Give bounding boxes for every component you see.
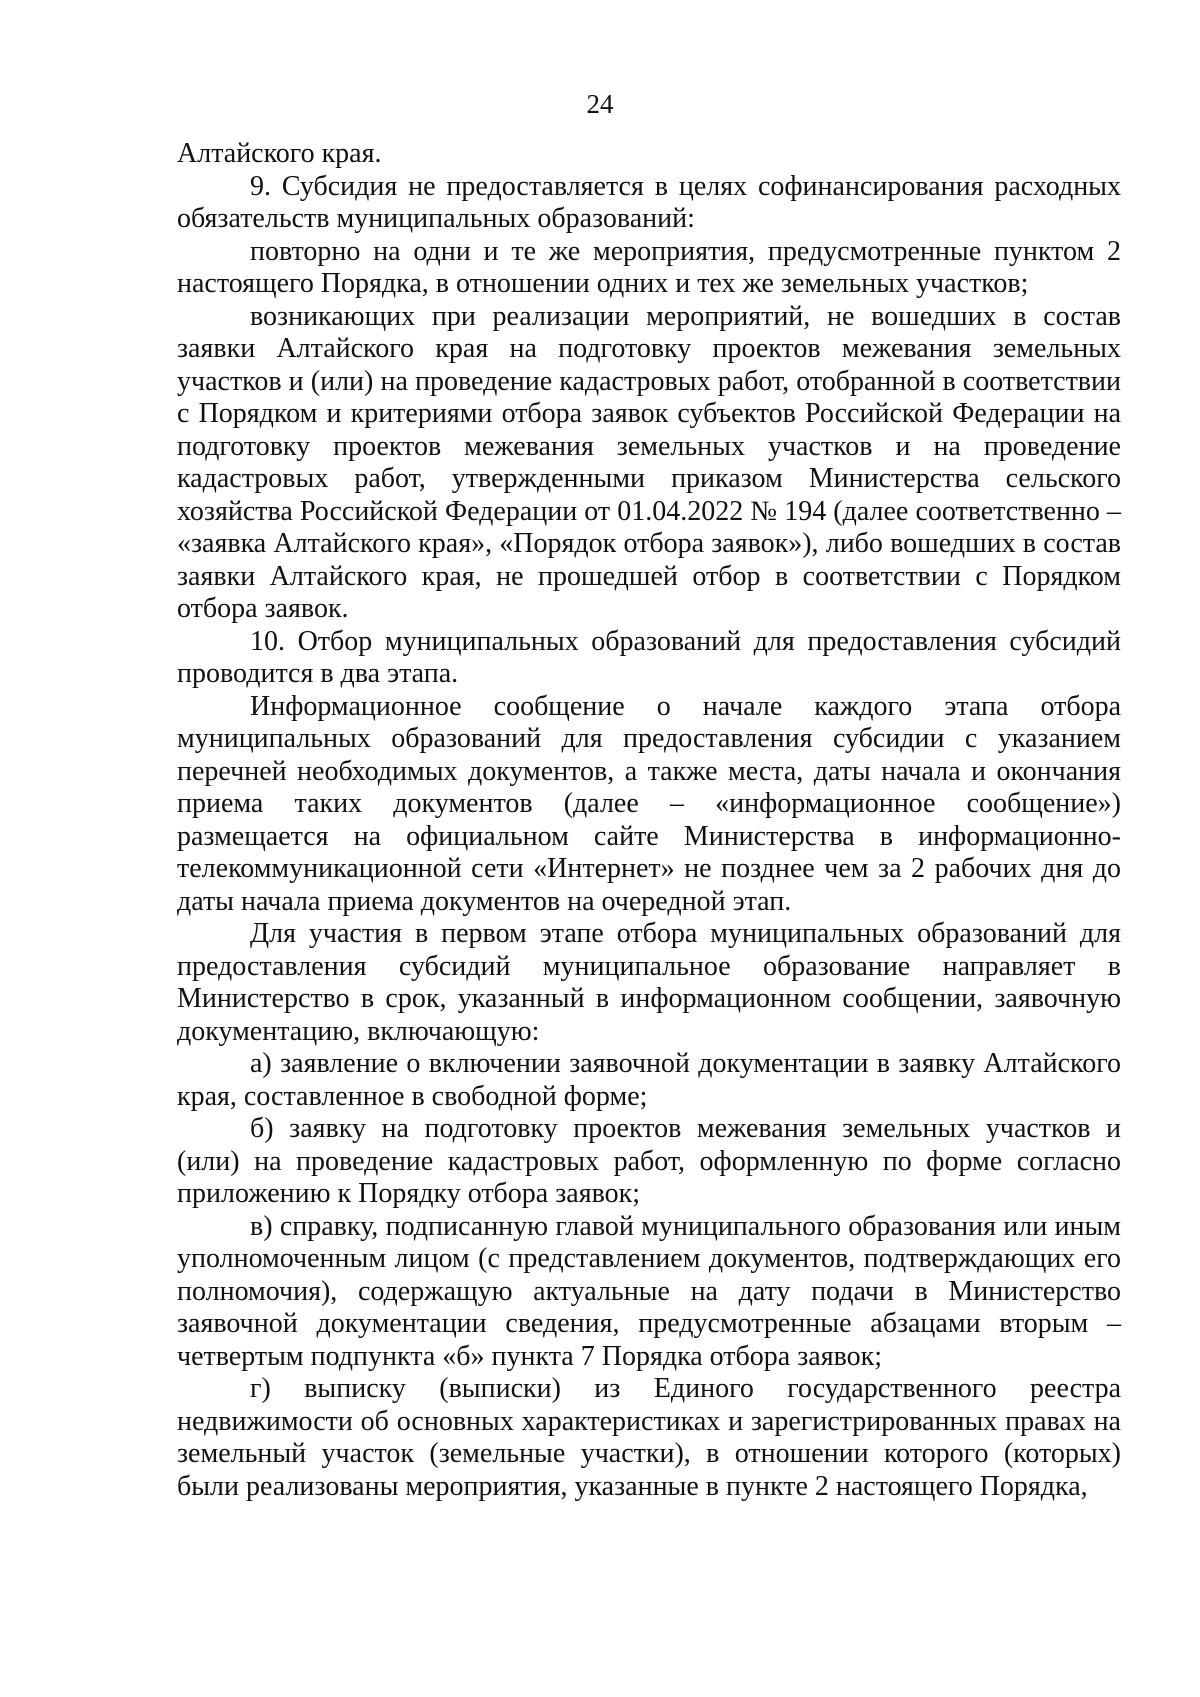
paragraph-subitem-a: а) заявление о включении заявочной документации в заявку Алтайского края, составленное в свободной форме; [177, 1048, 1121, 1112]
paragraph-first-stage: Для участия в первом этапе отбора муниципальных образований для предоставления субсидий муниципальное образование направляет в Министерство в срок, указанный в информационном сообщении, заявочную документацию, включающую: [177, 918, 1121, 1047]
page-number: 24 [586, 89, 614, 119]
paragraph-continuation: Алтайского края. [177, 138, 382, 169]
paragraph-repeat-measures: повторно на одни и те же мероприятия, предусмотренные пунктом 2 настоящего Порядка, в отношении одних и тех же земельных участков; [177, 235, 1121, 299]
paragraph-not-included: возникающих при реализации мероприятий, не вошедших в состав заявки Алтайского края на подготовку проектов межевания земельных участков и (или) на проведение кадастровых работ, отобранной в соответствии с Порядком и критериями отбора заявок субъектов Российской Федерации на подготовку проектов межевания земельных участков и на проведение кадастровых работ, утвержденными приказом Министерства сельского хозяйства Российской Федерации от 01.04.2022 № 194 (далее соответственно – «заявка Алтайского края», «Порядок отбора заявок»), либо вошедших в состав заявки Алтайского края, не прошедшей отбор в соответствии с Порядком отбора заявок. [177, 300, 1121, 624]
paragraph-item-9: 9. Субсидия не предоставляется в целях софинансирования расходных обязательств муниципальных образований: [177, 170, 1121, 234]
paragraph-subitem-v: в) справку, подписанную главой муниципального образования или иным уполномоченным лицом (с представлением документов, подтверждающих его полномочия), содержащую актуальные на дату подачи в Министерство заявочной документации сведения, предусмотренные абзацами вторым – четвертым подпункта «б» пункта 7 Порядка отбора заявок; [177, 1210, 1121, 1372]
paragraph-subitem-g: г) выписку (выписки) из Единого государственного реестра недвижимости об основных характеристиках и зарегистрированных правах на земельный участок (земельные участки), в отношении которого (которых) были реализованы мероприятия, указанные в пункте 2 настоящего Порядка, [177, 1373, 1121, 1502]
document-body [177, 138, 1121, 1503]
paragraph-subitem-b: б) заявку на подготовку проектов межевания земельных участков и (или) на проведение кадастровых работ, оформленную по форме согласно приложению к Порядку отбора заявок; [177, 1113, 1121, 1209]
paragraph-info-message: Информационное сообщение о начале каждого этапа отбора муниципальных образований для предоставления субсидии с указанием перечней необходимых документов, а также места, даты начала и окончания приема таких документов (далее – «информационное сообщение») размещается на официальном сайте Министерства в информационно-телекоммуникационной сети «Интернет» не позднее чем за 2 рабочих дня до даты начала приема документов на очередной этап. [177, 690, 1121, 917]
paragraph-item-10: 10. Отбор муниципальных образований для предоставления субсидий проводится в два этапа. [177, 625, 1121, 689]
